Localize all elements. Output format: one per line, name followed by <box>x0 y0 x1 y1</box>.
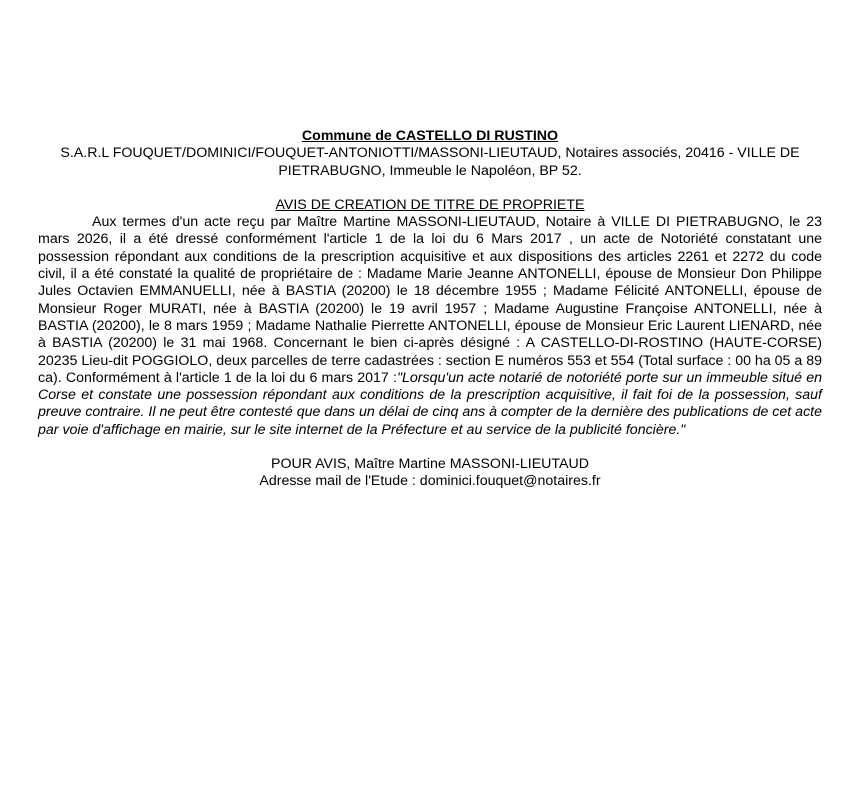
law-quote: "Lorsqu'un acte notarié de notoriété porte sur un immeuble situé en Corse et constate une possession répondant aux conditions de la prescription acquisitive, il fait foi de la possession, sauf preuve contraire. Il ne peut être contesté que dans un délai de cinq ans à compter de la dernière des publications de cet acte par voie d'affichage en mairie, sur le site internet de la Préfecture et au service de la publicité foncière." <box>38 369 823 438</box>
notice-heading: AVIS DE CREATION DE TITRE DE PROPRIETE <box>275 196 585 213</box>
signature-line: POUR AVIS, Maître Martine MASSONI-LIEUTAUD <box>271 456 589 473</box>
notice-body <box>38 214 822 439</box>
notice-body-text: Aux termes d'un acte reçu par Maître Martine MASSONI-LIEUTAUD, Notaire à VILLE DI PIETRABUGNO, le 23 mars 2026, il a été dressé conformément l'article 1 de la loi du 6 Mars 2017 , un acte de Notoriété constatant une possession répondant aux conditions de la prescription acquisitive et aux dispositions des articles 2261 et 2272 du code civil, il a été constaté la qualité de propriétaire de : Madame Marie Jeanne ANTONELLI, épouse de Monsieur Don Philippe Jules Octavien EMMANUELLI, née à BASTIA (20200) le 18 décembre 1955 ; Madame Félicité ANTONELLI, épouse de Monsieur Roger MURATI, née à BASTIA (20200) le 19 avril 1957 ; Madame Augustine Françoise ANTONELLI, née à BASTIA (20200), le 8 mars 1959 ; Madame Nathalie Pierrette ANTONELLI, épouse de Monsieur Eric Laurent LIENARD, née à BASTIA (20200) le 31 mai 1968. Concernant le bien ci-après désigné : A CASTELLO-DI-ROSTINO (HAUTE-CORSE) 20235 Lieu-dit POGGIOLO, deux parcelles de terre cadastrées : section E numéros 553 et 554 (Total surface : 00 ha 05 a 89 ca). Conformément à l'article 1 de la loi du 6 mars 2017 : <box>38 214 822 386</box>
legal-notice-document <box>38 128 822 491</box>
office-email: Adresse mail de l'Etude : dominici.fouquet@notaires.fr <box>259 473 601 490</box>
document-title: Commune de CASTELLO DI RUSTINO <box>301 128 559 144</box>
notaries-address: S.A.R.L FOUQUET/DOMINICI/FOUQUET-ANTONIOTTI/MASSONI-LIEUTAUD, Notaires associés, 20416 - VILLE DE PIETRABUGNO, Immeuble le Napoléon, BP 52. <box>60 145 800 179</box>
